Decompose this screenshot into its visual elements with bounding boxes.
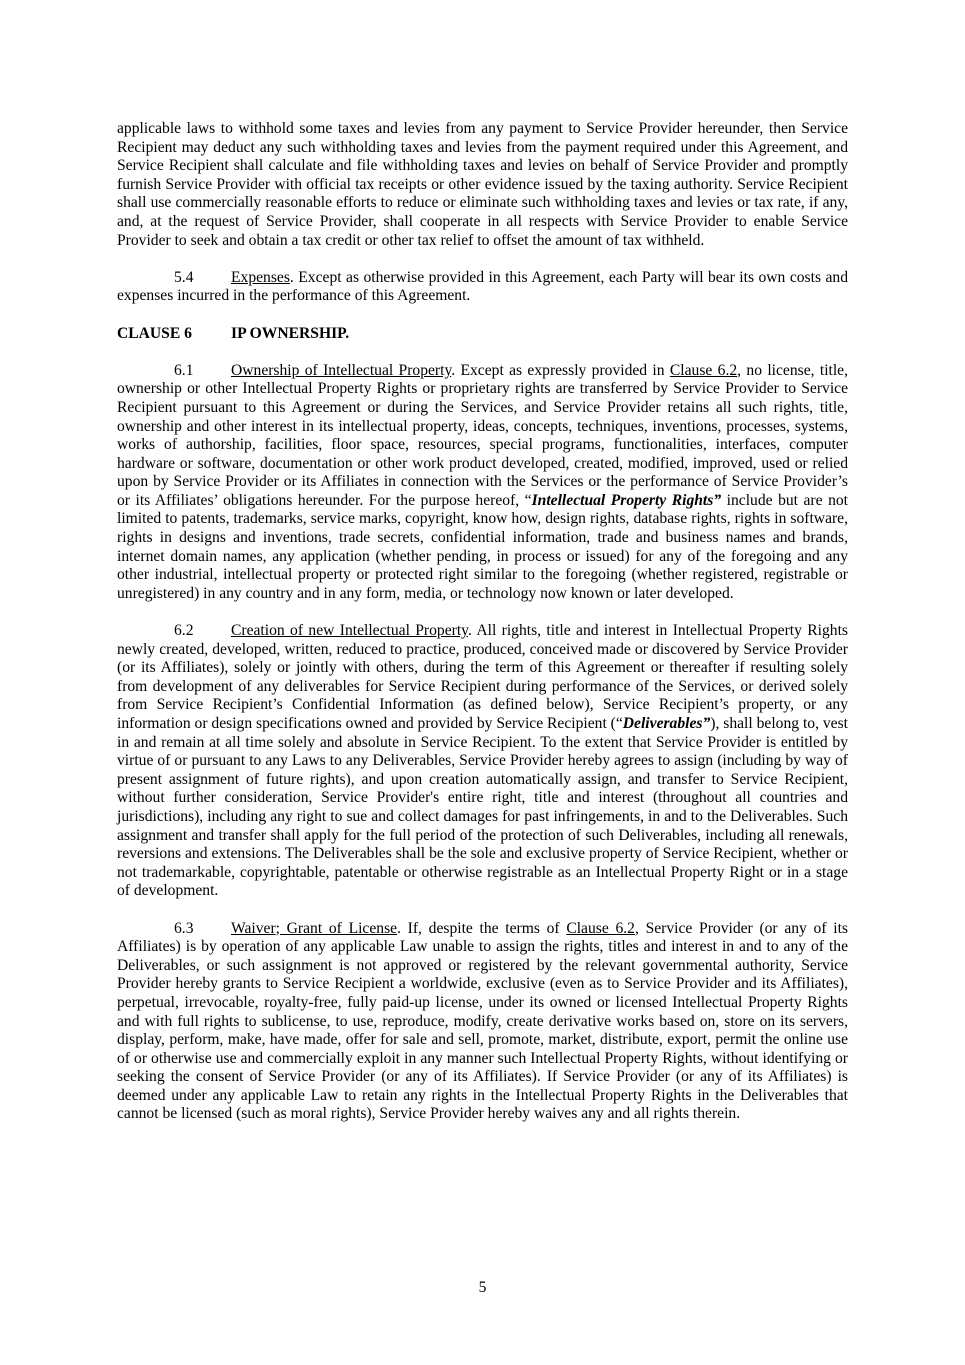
text-run: Deliverables” [622,715,711,732]
text-run: . Except as expressly provided in [451,361,670,379]
text-run: Expenses [231,268,290,286]
text-run: , Service Provider (or any of its Affiliates) is by operation of any applicable Law unable to assign the rights, titles and interest in and to any of the Deliverables, or such assignment is not approved or registered by the relevant governmental authority, Service Provider hereby grants to Service Recipient a worldwide, exclusive (even as to Service Provider and its Affiliates), perpetual, irrevocable, royalty-free, fully paid-up license, under its owned or licensed Intellectual Property Rights and with full rights to sublicense, to use, reproduce, modify, create derivative works based on, store on its servers, display, perform, make, have made, offer for sale and sell, promote, market, distribute, export, permit the online use of or otherwise use and commercially exploit in any manner such Intellectual Property Rights, without identifying or seeking the consent of Service Provider (or any of its Affiliates). If Service Provider (or any of its Affiliates) is deemed under any applicable Law to retain any rights in the Intellectual Property Rights in the Deliverables that cannot be licensed (such as moral rights), Service Provider hereby waives any and all rights therein. [117,919,848,1123]
text-run: Clause 6.2 [566,919,635,937]
text-run: Clause 6.2 [669,361,738,379]
para-6-3-waiver [117,920,848,1125]
text-run: include but are not limited to patents, trademarks, service marks, copyright, know how, design rights, database rights, rights in software, rights in designs and inventions, trade secrets, confidential information, trade and business names and brands, internet domain names, any application (whether pending, in process or issued) for any of the foregoing and any other industrial, intellectual property or protected right similar to the foregoing (whether registered, registrable or unregistered) in any country and in any form, media, or technology now known or later developed. [117,491,848,602]
text-run: 6.3 [174,919,194,937]
text-run: CLAUSE 6 [117,324,192,342]
text-run: . If, despite the terms of [397,919,567,937]
page-number: 5 [478,1279,487,1296]
text-run: Waiver; Grant of License [231,919,398,937]
text-run: 5.4 [174,268,194,286]
text-run: IP OWNERSHIP. [231,324,350,342]
text-run: . Except as otherwise provided in this Agreement, each Party will bear its own costs and expenses incurred in the performance of this Agreement. [117,268,848,305]
text-run: 6.1 [174,361,194,379]
para-6-1-ownership [117,362,848,604]
text-run: applicable laws to withhold some taxes and levies from any payment to Service Provider hereunder, then Service Recipient may deduct any such withholding taxes and levies from the payment required under this Agreement, and Service Recipient shall calculate and file withholding taxes and levies on behalf of Service Provider and promptly furnish Service Provider with official tax receipts or other evidence issued by the taxing authority. Service Recipient shall use commercially reasonable efforts to reduce or eliminate such withholding taxes and levies or tax rate, if any, and, at the request of Service Provider, shall cooperate in all respects with Service Provider to enable Service Provider to seek and obtain a tax credit or other tax relief to offset the amount of tax withheld. [117,120,848,249]
text-run: Creation of new Intellectual Property [231,622,468,640]
text-run: Ownership of Intellectual Property [231,361,452,379]
para-6-2-creation [117,622,848,901]
para-5-4-expenses [117,269,848,306]
document-body [117,120,848,1124]
text-run: . All rights, title and interest in Intellectual Property Rights newly created, developed, written, reduced to practice, produced, conceived made or discovered by Service Provider (or its Affiliates), solely or jointly with others, during the term of this Agreement or thereafter if resulting solely from development of any deliverables for Service Recipient during performance of the Services, or derived solely from Service Recipient’s Confidential Information (as defined below), Service Recipient’s property, or any information or design specifications owned and provided by Service Recipient (“ [117,622,848,732]
text-run: , no license, title, ownership or other Intellectual Property Rights or proprietary rights are transferred by Service Provider to Service Recipient pursuant to this Agreement or during the Services, and Service Provider retains all such rights, title, ownership and other interest in its intellectual property, ideas, concepts, techniques, inventions, processes, systems, works of authorship, facilities, floor space, resources, special programs, functionalities, interfaces, computer hardware or software, documentation or other work product developed, created, modified, improved, used or relied upon by Service Provider or its Affiliates in connection with the Services or the performance of Service Provider’s or its Affiliates’ obligations hereunder. For the purpose hereof, “ [117,361,849,509]
heading-clause-6 [117,325,848,344]
text-run: Intellectual Property Rights” [531,491,722,509]
text-run: 6.2 [174,622,194,640]
para-withholding-continuation [117,120,848,250]
text-run: ), shall belong to, vest in and remain at all time solely and absolute in Service Recipient. To the extent that Service Provider is entitled by virtue of or pursuant to any Laws to any Deliverables, Service Provider hereby agrees to assign (including by way of present assignment of future rights), and upon creation automatically assign, and transfer to Service Recipient, without further consideration, Service Provider's entire right, title and interest (throughout all countries and jurisdictions), including any right to sue and collect damages for past infringements, in and to the Deliverables. Such assignment and transfer shall apply for the full period of the protection of such Deliverables, including all renewals, reversions and extensions. The Deliverables shall be the sole and exclusive property of Service Recipient, whether or not trademarkable, copyrightable, patentable or otherwise registrable as an Intellectual Property Right or in a stage of development. [117,715,849,900]
